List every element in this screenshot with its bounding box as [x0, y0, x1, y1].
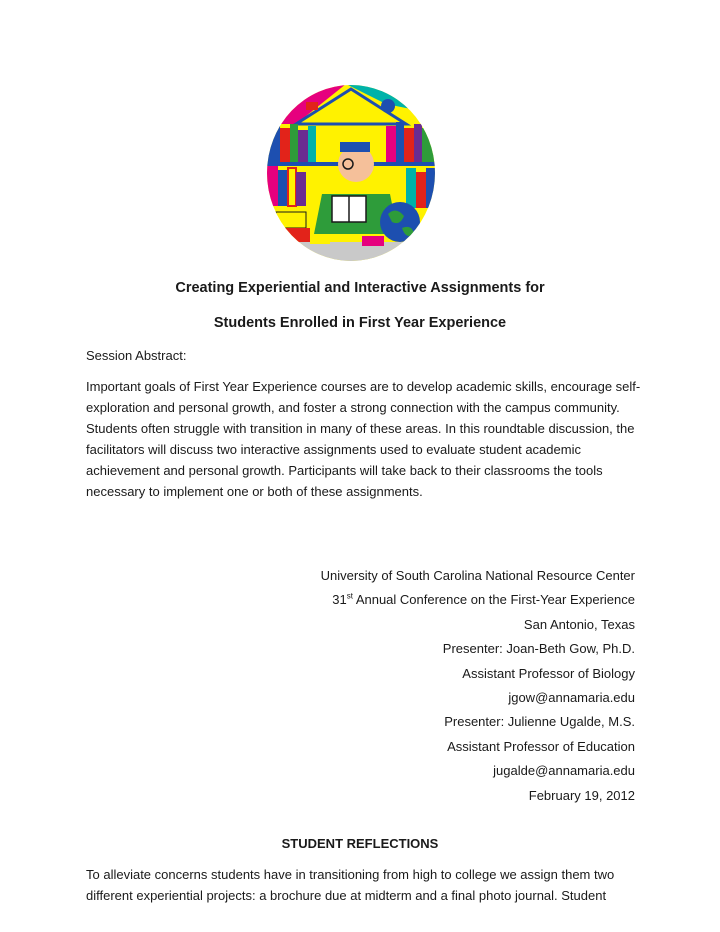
- document-title-line-1: Creating Experiential and Interactive Assignments for: [175, 280, 545, 296]
- reflections-text: To alleviate concerns students have in transitioning from high to college we assign them two different experiential projects: a brochure due at midterm and a final photo journal. Student: [86, 867, 615, 903]
- conference-number-suffix: st: [346, 592, 353, 602]
- conference-line: [321, 590, 635, 614]
- presenter-1-email[interactable]: jgow@annamaria.edu: [508, 689, 635, 705]
- abstract-text: Important goals of First Year Experience courses are to develop academic skills, encourage self-exploration and personal growth, and foster a strong connection with the campus community. Students often struggle with transition in many of these areas. In this roundtable discussion, the facilitators will discuss two interactive assignments used to evaluate student academic achievement and personal growth. Participants will take back to their classrooms the tools necessary to implement one or both of these assignments.: [86, 379, 641, 499]
- presenter-2: Presenter: Julienne Ugalde, M.S.: [444, 714, 635, 730]
- presenter-1: Presenter: Joan-Beth Gow, Ph.D.: [442, 641, 635, 657]
- conference-info: [321, 566, 635, 810]
- conference-name: Annual Conference on the First-Year Experience: [352, 592, 635, 608]
- abstract-label: Session Abstract:: [86, 348, 187, 363]
- presenter-2-title: Assistant Professor of Education: [447, 738, 635, 754]
- location: San Antonio, Texas: [523, 616, 635, 632]
- document-title-line-2: Students Enrolled in First Year Experience: [213, 315, 507, 331]
- presenter-1-title: Assistant Professor of Biology: [462, 665, 635, 681]
- section-heading-student-reflections: STUDENT REFLECTIONS: [281, 836, 439, 851]
- reading-student-illustration: [266, 84, 436, 262]
- organization: University of South Carolina National Resource Center: [320, 568, 635, 583]
- presenter-2-email[interactable]: jugalde@annamaria.edu: [493, 763, 635, 779]
- date: February 19, 2012: [528, 787, 635, 803]
- conference-number: 31: [332, 592, 347, 608]
